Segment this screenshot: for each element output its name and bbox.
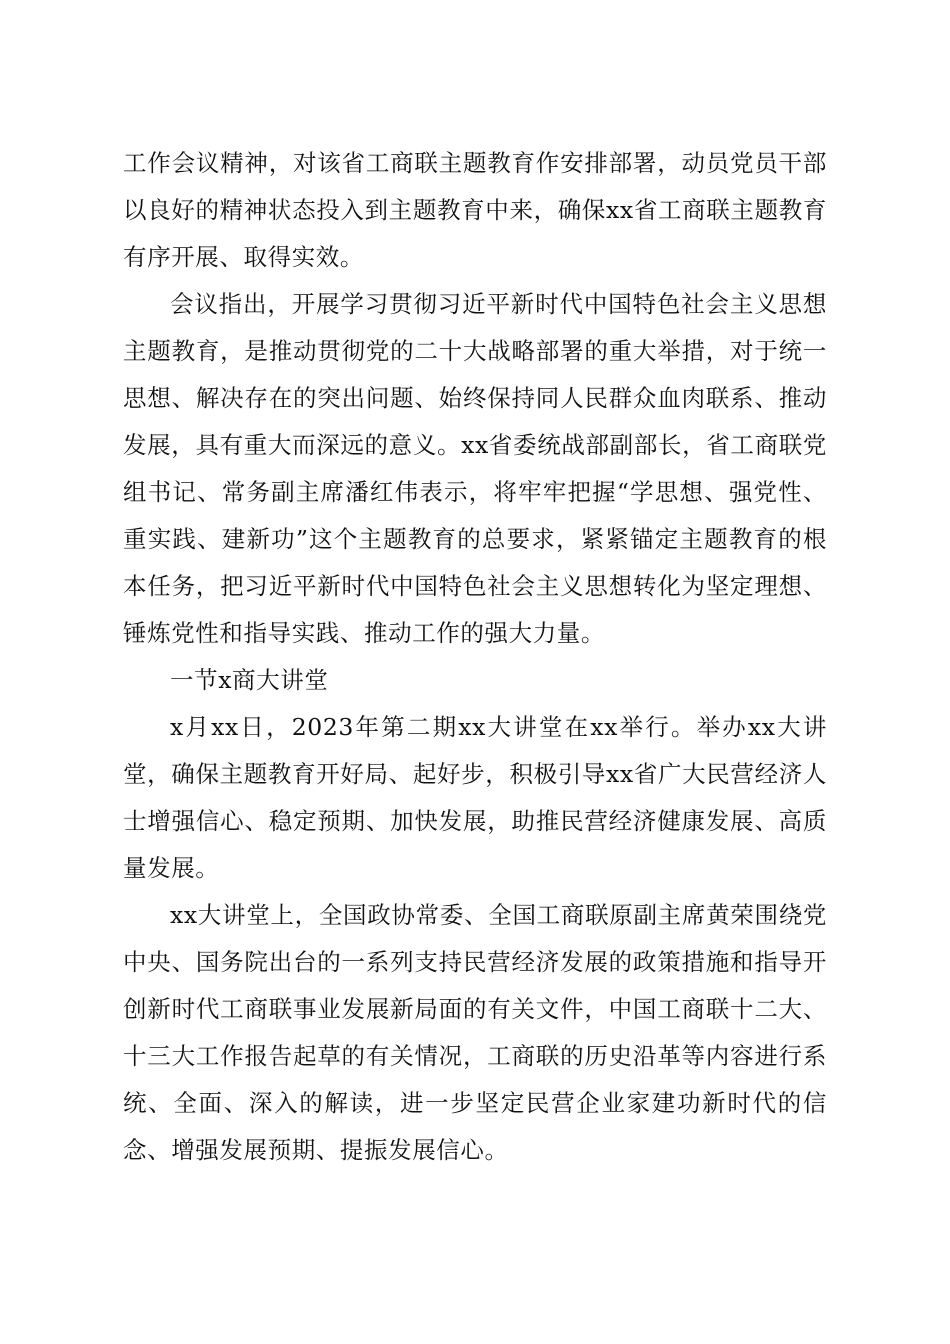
- document-body: [123, 140, 827, 1174]
- paragraph-lecture-intro: x月xx日，2023年第二期xx大讲堂在xx举行。举办xx大讲堂，确保主题教育开好局、起好步，积极引导xx省广大民营经济人士增强信心、稳定预期、加快发展，助推民营经济健康发展、高质量发展。: [123, 713, 827, 882]
- paragraph-meeting-remarks: 会议指出，开展学习贯彻习近平新时代中国特色社会主义思想主题教育，是推动贯彻党的二十大战略部署的重大举措，对于统一思想、解决存在的突出问题、始终保持同人民群众血肉联系、推动发展，具有重大而深远的意义。xx省委统战部副部长，省工商联党组书记、常务副主席潘红伟表示，将牢牢把握“学思想、强党性、重实践、建新功”这个主题教育的总要求，紧紧锚定主题教育的根本任务，把习近平新时代中国特色社会主义思想转化为坚定理想、锤炼党性和指导实践、推动工作的强大力量。: [123, 290, 827, 647]
- section-heading: 一节x商大讲堂: [170, 666, 329, 694]
- paragraph-continuation: 工作会议精神，对该省工商联主题教育作安排部署，动员党员干部以良好的精神状态投入到主题教育中来，确保xx省工商联主题教育有序开展、取得实效。: [123, 149, 827, 271]
- paragraph-lecture-details: xx大讲堂上，全国政协常委、全国工商联原副主席黄荣围绕党中央、国务院出台的一系列支持民营经济发展的政策措施和指导开创新时代工商联事业发展新局面的有关文件，中国工商联十二大、十三大工作报告起草的有关情况，工商联的历史沿革等内容进行系统、全面、深入的解读，进一步坚定民营企业家建功新时代的信念、增强发展预期、提振发展信心。: [123, 901, 827, 1164]
